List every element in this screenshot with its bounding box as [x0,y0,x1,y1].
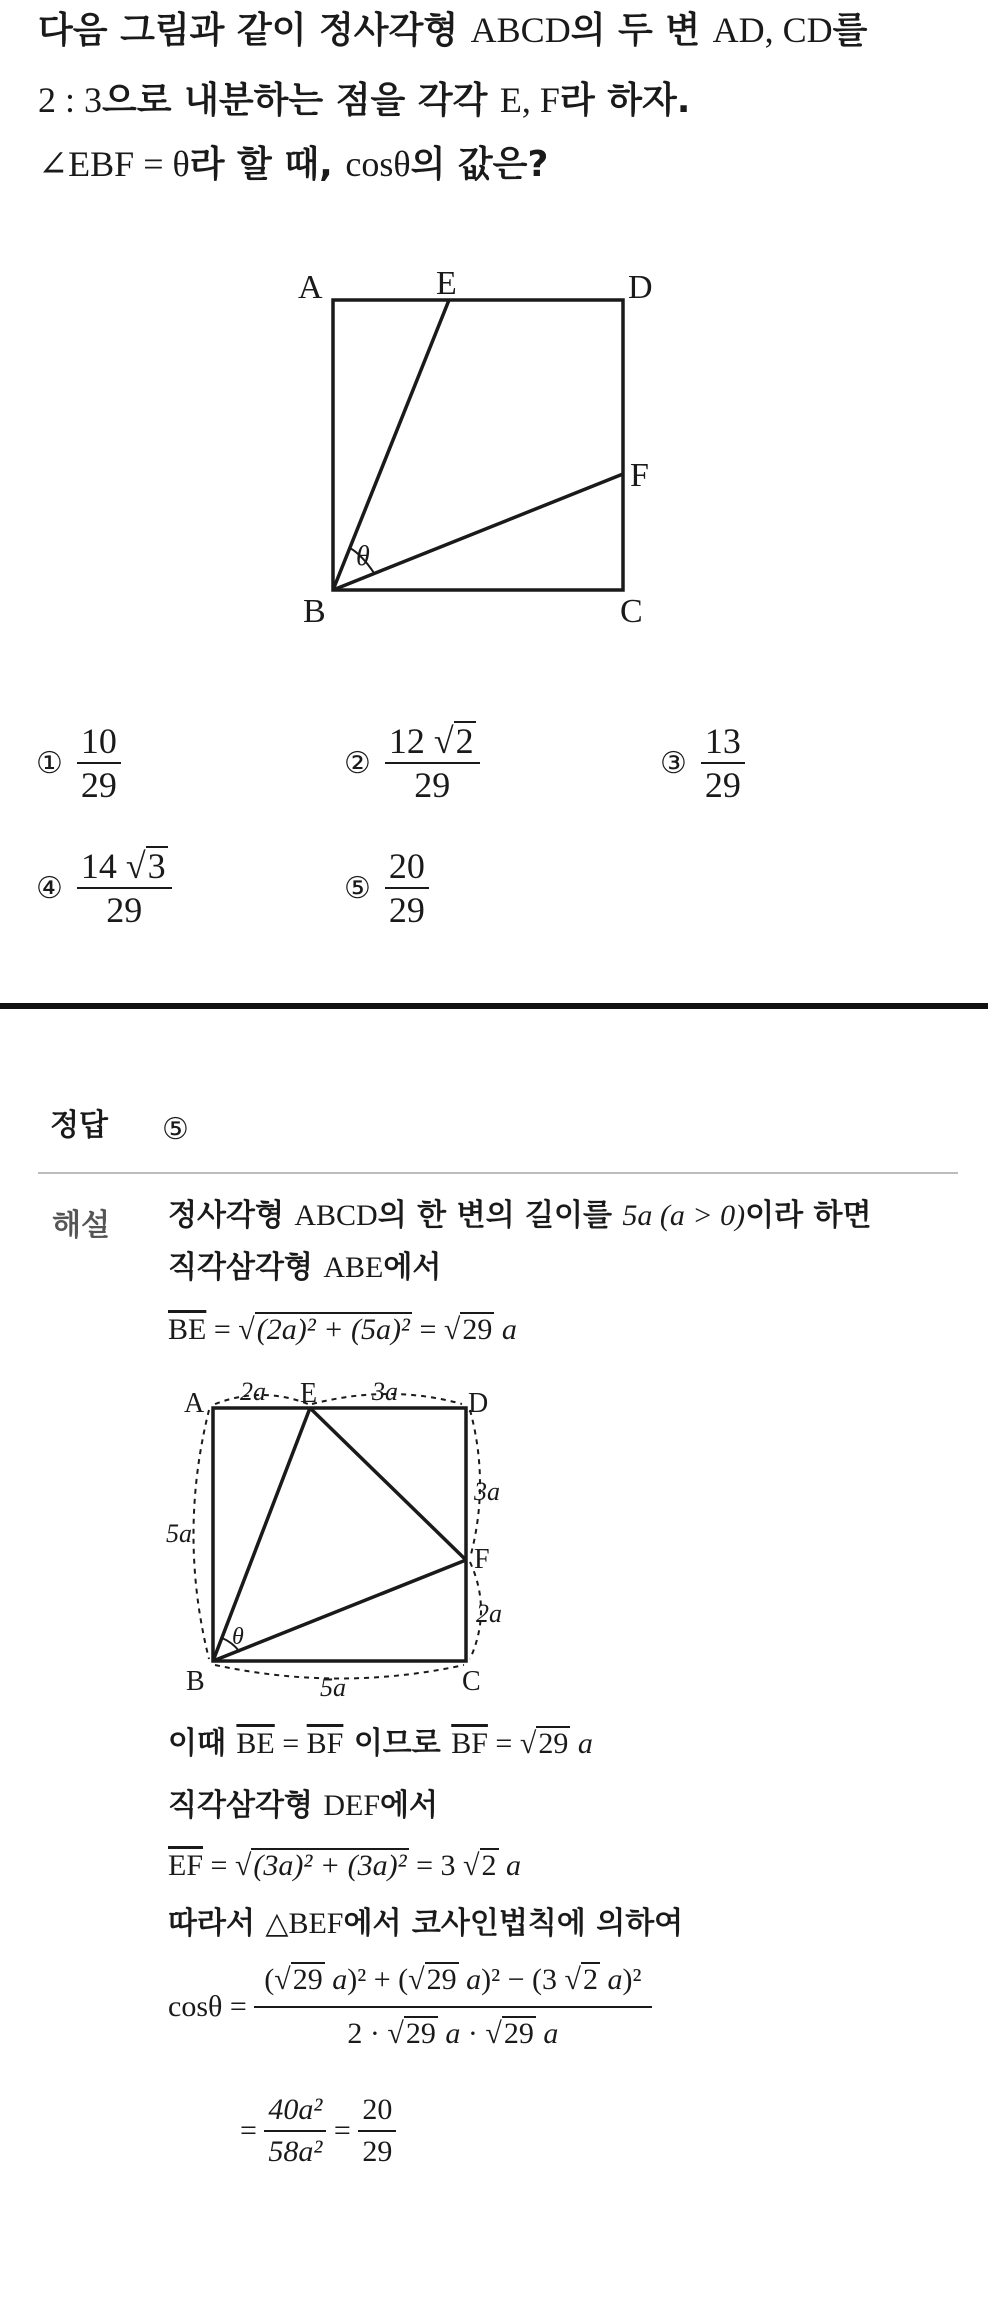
solution-line-5: 이때 $\overline{BE} = \overline{BF}$ 이므로 $\overline{BF} = √29$ a [168,1726,593,1761]
dim-label-bc: 5a [320,1673,346,1700]
label-e-2: E [300,1380,318,1409]
option-5[interactable]: ⑤ $\frac{20}{29}$ [344,845,429,931]
problem-line-3: ∠EBF = θ라 할 때, cosθ의 값은? [38,144,549,185]
label-e: E [436,265,457,302]
solution-line-7: $\overline{EF} = √(3a)^2 + (3a)^2 = 3$ √2 a [168,1849,521,1882]
solution-line-3: $\overline{BE} = √(2a)^2 + (5a)^2 = √29$ a [168,1313,517,1346]
segment-bf [333,474,623,590]
square-figure-1 [0,250,988,650]
solution-label: 해설 [52,1208,110,1243]
option-4[interactable]: ④ $\frac{14 √3}{29}$ [36,845,172,931]
dim-label-df: 3a [474,1477,500,1506]
dim-label-ed: 3a [372,1380,398,1406]
solution-line-8: 따라서 △BEF에서 코사인법칙에 의하여 [168,1906,684,1941]
cosine-law-formula: cosθ = $\frac{\text{(√29 a)² + (√29 a)² − (3 √2 a)²}}{2 \cdot √29 a \cdot √29 a}$ [168,1960,652,2054]
option-3[interactable]: ③ $\frac{13}{29}$ [660,720,745,806]
answer-rule [38,1172,958,1174]
segment-be-2 [213,1408,310,1661]
dim-label-ab: 5a [166,1519,192,1548]
label-c: C [620,593,643,630]
option-2[interactable]: ② $\frac{12 √2}{29}$ [344,720,480,806]
label-f-2: F [474,1544,490,1575]
square-abcd-2 [213,1408,466,1661]
label-c-2: C [462,1666,481,1697]
dim-ab [194,1410,210,1659]
square-abcd [333,300,623,590]
label-a-2: A [184,1388,205,1419]
problem-line-1: 다음 그림과 같이 정사각형 ABCD의 두 변 AD, CD를 [38,10,868,51]
solution-line-2: 직각삼각형 ABE에서 [168,1250,442,1285]
label-b: B [303,593,326,630]
option-1[interactable]: ① $\frac{10}{29}$ [36,720,121,806]
segment-ef-2 [310,1408,466,1560]
label-d: D [628,269,653,306]
label-b-2: B [186,1666,205,1697]
section-divider [0,1003,988,1009]
square-figure-2 [0,1380,988,1700]
label-d-2: D [468,1388,489,1419]
dim-label-fc: 2a [476,1599,502,1628]
answer-label: 정답 [50,1108,108,1143]
label-theta-2: θ [232,1624,244,1650]
label-f: F [630,457,649,494]
dim-label-ae: 2a [240,1380,266,1406]
answer-value: ⑤ [162,1112,189,1147]
solution-line-1: 정사각형 ABCD의 한 변의 길이를 5a (a > 0)이라 하면 [168,1198,872,1233]
label-a: A [298,269,323,306]
problem-line-2: 2 : 3으로 내분하는 점을 각각 E, F라 하자. [38,80,691,121]
solution-line-6: 직각삼각형 DEF에서 [168,1788,439,1823]
label-theta: θ [356,541,370,572]
segment-bf-2 [213,1560,466,1661]
final-result: = $\frac{\text{40a²}}{\text{58a²}}$ = $\frac{20}{29}$ [240,2090,396,2172]
segment-be [333,300,449,590]
